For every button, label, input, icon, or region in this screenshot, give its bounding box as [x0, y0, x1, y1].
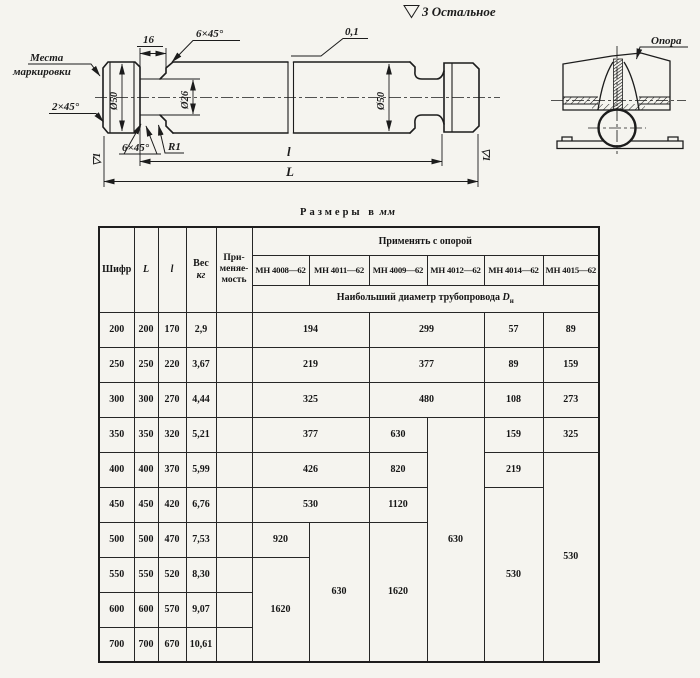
cell-d4008-4011: 530 — [252, 487, 369, 522]
left-shoulder-bottom — [160, 115, 173, 133]
cell-d4008-4011: 426 — [252, 452, 369, 487]
cell-l: 470 — [158, 522, 186, 557]
cell-code: 700 — [99, 627, 134, 662]
cell-d4009-4012: 299 — [369, 312, 484, 347]
dim-dia-neck-label: Ø26 — [180, 90, 191, 109]
col-header-mn4008: МН 4008—62 — [252, 255, 309, 285]
cell-L: 550 — [134, 557, 158, 592]
header-use-with-support: Применять с опорой — [252, 227, 599, 255]
cell-d4014: 159 — [484, 417, 543, 452]
right-neck-bottom — [410, 115, 444, 133]
cell-d4014-merged: 530 — [484, 487, 543, 662]
table-caption-text: Размеры в — [300, 207, 377, 218]
cell-d4015: 325 — [543, 417, 599, 452]
cell-applicability — [216, 382, 252, 417]
tolerance-label: 0,1 — [345, 26, 359, 38]
cell-d4009: 820 — [369, 452, 427, 487]
cell-d4014: 219 — [484, 452, 543, 487]
dim-16-label: 16 — [143, 34, 154, 46]
left-shoulder-top — [160, 62, 173, 79]
cell-d4009: 1120 — [369, 487, 427, 522]
tolerance-flag — [291, 39, 368, 57]
cell-weight: 6,76 — [186, 487, 216, 522]
table-row — [99, 347, 599, 382]
table-row — [99, 417, 599, 452]
cell-L: 250 — [134, 347, 158, 382]
col-header-l: l — [158, 227, 186, 312]
cell-l: 520 — [158, 557, 186, 592]
surface-mark-left: ▽1 — [92, 152, 103, 166]
cell-applicability — [216, 312, 252, 347]
cell-d4014: 108 — [484, 382, 543, 417]
cell-weight: 10,61 — [186, 627, 216, 662]
cell-code: 400 — [99, 452, 134, 487]
col-header-mn4014: МН 4014—62 — [484, 255, 543, 285]
header-max-pipe-diameter: Наибольший диаметр трубопровода $D_н$ — [252, 285, 599, 312]
cell-code: 350 — [99, 417, 134, 452]
dim-L-label: L — [286, 164, 294, 179]
support-label: Опора — [651, 35, 682, 47]
cell-weight: 3,67 — [186, 347, 216, 382]
left-neck-lines — [140, 79, 200, 115]
cell-d4009-4012: 377 — [369, 347, 484, 382]
right-neck-top — [410, 62, 444, 79]
cell-weight: 4,44 — [186, 382, 216, 417]
cell-applicability — [216, 452, 252, 487]
table-row — [99, 487, 599, 522]
table-caption — [98, 207, 598, 218]
cell-L: 600 — [134, 592, 158, 627]
cell-weight: 5,99 — [186, 452, 216, 487]
col-header-code: Шифр — [99, 227, 134, 312]
shaft-side-view — [95, 62, 500, 133]
cell-l: 220 — [158, 347, 186, 382]
cell-L: 200 — [134, 312, 158, 347]
table-caption-unit: мм — [379, 207, 396, 218]
cell-code: 250 — [99, 347, 134, 382]
col-header-weight: Вес кг — [186, 227, 216, 312]
marking-label-line1: Места — [30, 52, 64, 64]
table-row — [99, 382, 599, 417]
support-leader — [637, 47, 689, 59]
cell-d4011-merged: 630 — [309, 522, 369, 662]
cell-code: 300 — [99, 382, 134, 417]
cell-code: 550 — [99, 557, 134, 592]
chamfer-left-leader — [49, 114, 104, 123]
cell-d4008: 920 — [252, 522, 309, 557]
dim-16-ext — [140, 48, 166, 75]
cell-weight: 7,53 — [186, 522, 216, 557]
table-row — [99, 312, 599, 347]
cell-d4009-4012: 480 — [369, 382, 484, 417]
cell-L: 700 — [134, 627, 158, 662]
cell-l: 570 — [158, 592, 186, 627]
cell-d4008-4011: 325 — [252, 382, 369, 417]
cell-code: 200 — [99, 312, 134, 347]
shaft-technical-drawing — [0, 0, 700, 212]
col-header-L: L — [134, 227, 158, 312]
dimensions-table — [98, 226, 600, 663]
cell-weight: 8,30 — [186, 557, 216, 592]
cell-d4012-merged: 630 — [427, 417, 484, 662]
dim-dia-body-label: Ø50 — [376, 91, 387, 110]
cell-code: 500 — [99, 522, 134, 557]
cell-l: 370 — [158, 452, 186, 487]
cell-L: 350 — [134, 417, 158, 452]
cell-d4009-merged: 1620 — [369, 522, 427, 662]
chamfer-top-label: 6×45° — [196, 28, 224, 40]
cell-l: 170 — [158, 312, 186, 347]
cell-code: 450 — [99, 487, 134, 522]
cell-d4015-merged: 530 — [543, 452, 599, 662]
cell-L: 450 — [134, 487, 158, 522]
cell-L: 400 — [134, 452, 158, 487]
cell-d4014: 89 — [484, 347, 543, 382]
surface-mark-right: ▽1 — [480, 148, 491, 162]
cell-weight: 2,9 — [186, 312, 216, 347]
dim-L-ext — [104, 134, 478, 187]
col-header-applicability: При- меняе- мость — [216, 227, 252, 312]
cell-d4015: 89 — [543, 312, 599, 347]
cell-applicability — [216, 347, 252, 382]
cell-l: 320 — [158, 417, 186, 452]
cell-d4009: 630 — [369, 417, 427, 452]
cell-weight: 5,21 — [186, 417, 216, 452]
chamfer-bottom-label: 6×45° — [122, 142, 150, 154]
cell-l: 270 — [158, 382, 186, 417]
chamfer-top-leader — [172, 41, 240, 63]
dimensions — [92, 34, 491, 187]
cell-code: 600 — [99, 592, 134, 627]
cell-d4008-4011: 219 — [252, 347, 369, 382]
cell-d4008-merged: 1620 — [252, 557, 309, 662]
col-header-mn4015: МН 4015—62 — [543, 255, 599, 285]
cell-l: 420 — [158, 487, 186, 522]
weld-seam-strip — [614, 59, 623, 110]
fillet-label: R1 — [168, 141, 181, 153]
cell-applicability — [216, 417, 252, 452]
chamfer-left-label: 2×45° — [52, 101, 80, 113]
support-detail-view — [551, 35, 688, 154]
surface-finish-note: 3 Остальное — [422, 4, 496, 19]
col-header-mn4011: МН 4011—62 — [309, 255, 369, 285]
dim-dia-head-label: Ø50 — [109, 91, 120, 110]
cell-d4008-4011: 377 — [252, 417, 369, 452]
col-header-mn4009: МН 4009—62 — [369, 255, 427, 285]
cell-applicability — [216, 487, 252, 522]
table-row — [99, 452, 599, 487]
cell-L: 300 — [134, 382, 158, 417]
cell-applicability — [216, 627, 252, 662]
cell-L: 500 — [134, 522, 158, 557]
cell-d4008-4011: 194 — [252, 312, 369, 347]
cell-d4014: 57 — [484, 312, 543, 347]
marking-label-line2: маркировки — [13, 66, 71, 78]
dim-l-label: l — [287, 144, 291, 159]
dim-l-ext — [140, 120, 442, 166]
cell-applicability — [216, 592, 252, 627]
cell-applicability — [216, 557, 252, 592]
cell-applicability — [216, 522, 252, 557]
finish-triangle-icon — [404, 6, 419, 18]
cell-d4015: 273 — [543, 382, 599, 417]
cell-weight: 9,07 — [186, 592, 216, 627]
col-header-mn4012: МН 4012—62 — [427, 255, 484, 285]
cell-d4015: 159 — [543, 347, 599, 382]
cell-l: 670 — [158, 627, 186, 662]
